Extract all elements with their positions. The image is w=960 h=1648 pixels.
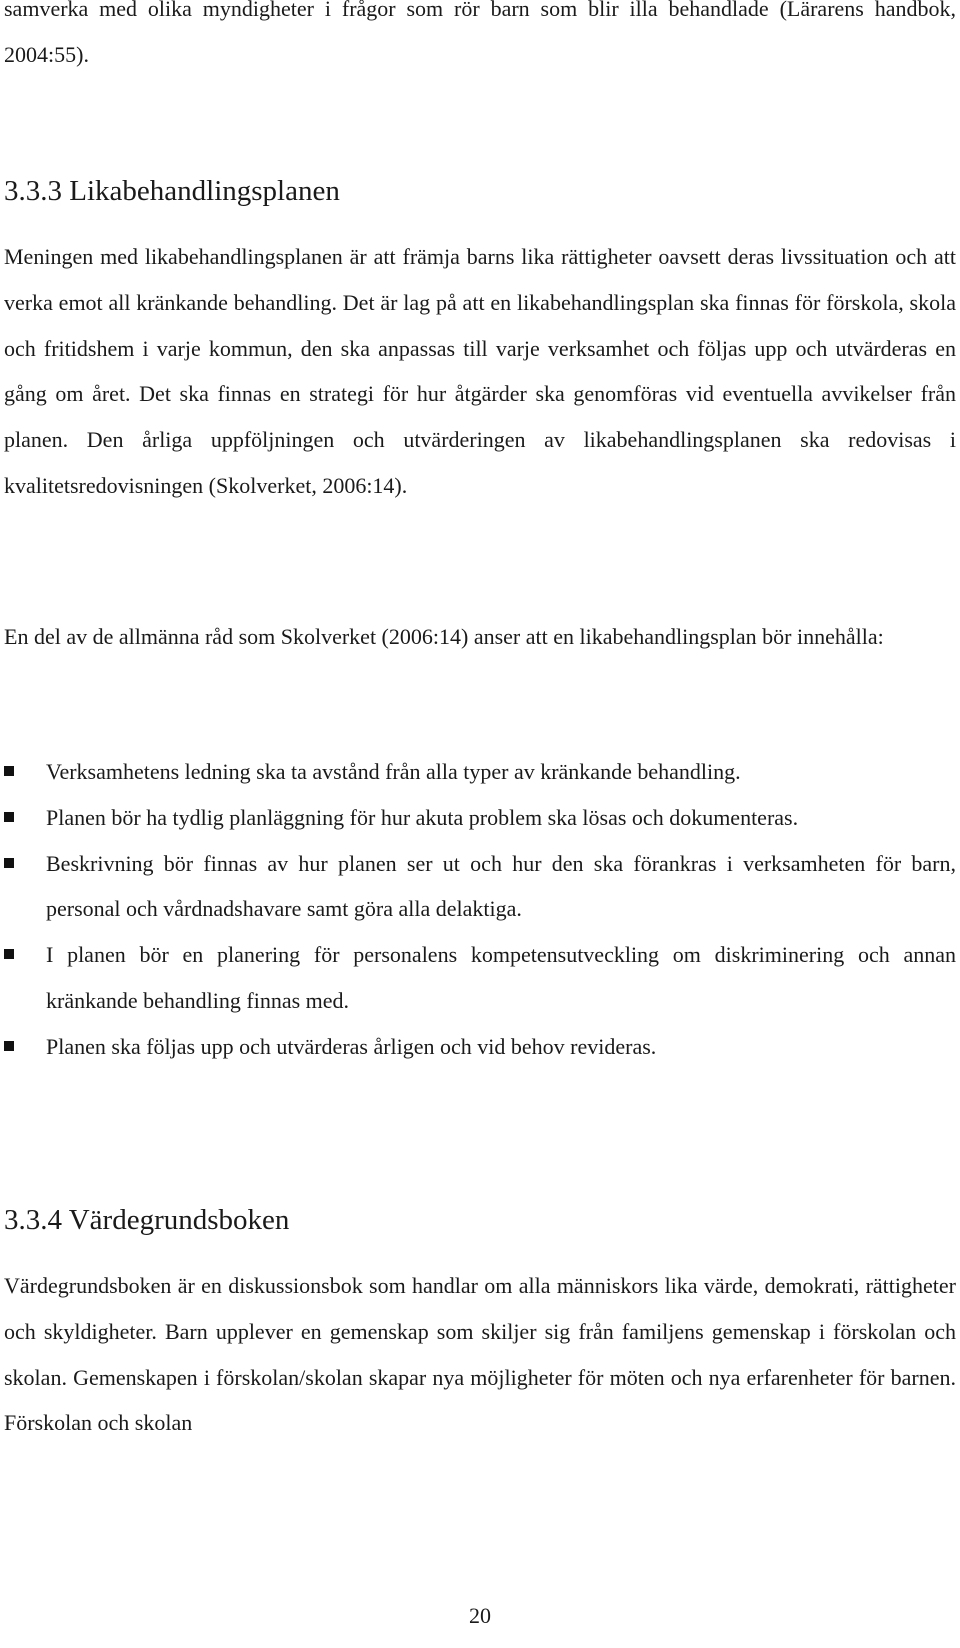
list-item-text: Verksamhetens ledning ska ta avstånd från alla typer av kränkande behandling.: [46, 759, 741, 784]
section-heading-likabehandlingsplanen: 3.3.3 Likabehandlingsplanen: [4, 175, 340, 207]
list-item-text: Beskrivning bör finnas av hur planen ser ut och hur den ska förankras i verksamheten för barn, personal och vårdnadshavare samt göra alla delaktiga.: [46, 850, 956, 922]
list-item: [4, 841, 956, 933]
square-bullet-icon: [4, 949, 14, 959]
square-bullet-icon: [4, 858, 14, 868]
allmanna-rad-paragraph: En del av de allmänna råd som Skolverket (2006:14) anser att en likabehandlingsplan bör innehålla:: [4, 624, 884, 649]
list-item: [4, 795, 956, 841]
list-item: [4, 932, 956, 1024]
list-item-text: I planen bör en planering för personalens kompetensutveckling om diskriminering och annan kränkande behandling finnas med.: [46, 942, 956, 1013]
list-item: [4, 1024, 956, 1070]
square-bullet-icon: [4, 1041, 14, 1051]
square-bullet-icon: [4, 812, 14, 822]
page-number: 20: [469, 1603, 491, 1628]
likabehandlingsplan-paragraph: Meningen med likabehandlingsplanen är att främja barns lika rättigheter oavsett deras livssituation och att verka emot all kränkande behandling. Det är lag på att en likabehandlingsplan ska finnas för förskola, skola och fritidshem i varje kommun, den ska anpassas till varje verksamhet och följas upp och utvärderas en gång om året. Det ska finnas en strategi för hur åtgärder ska genomföras vid eventuella avvikelser från planen. Den årliga uppföljningen och utvärderingen av likabehandlingsplanen ska redovisas i kvalitetsredovisningen (Skolverket, 2006:14).: [4, 244, 956, 498]
list-item-text: Planen bör ha tydlig planläggning för hur akuta problem ska lösas och dokumenteras.: [46, 804, 799, 830]
section-heading-vardegrundsboken: 3.3.4 Värdegrundsboken: [4, 1204, 290, 1236]
vardegrundsboken-paragraph: Värdegrundsboken är en diskussionsbok som handlar om alla människors lika värde, demokrati, rättigheter och skyldigheter. Barn upplever en gemenskap som skiljer sig från familjens gemenskap i förskolan och skolan. Gemenskapen i förskolan/skolan skapar nya möjligheter för möten och nya erfarenheter för barnen. Förskolan och skolan: [4, 1273, 956, 1436]
list-item-text: Planen ska följas upp och utvärderas årligen och vid behov revideras.: [46, 1033, 657, 1059]
bullet-list: [4, 749, 956, 1070]
square-bullet-icon: [4, 766, 14, 776]
continuation-paragraph: samverka med olika myndigheter i frågor som rör barn som blir illa behandlade (Lärarens handbok, 2004:55).: [4, 0, 956, 67]
list-item: [4, 749, 956, 795]
